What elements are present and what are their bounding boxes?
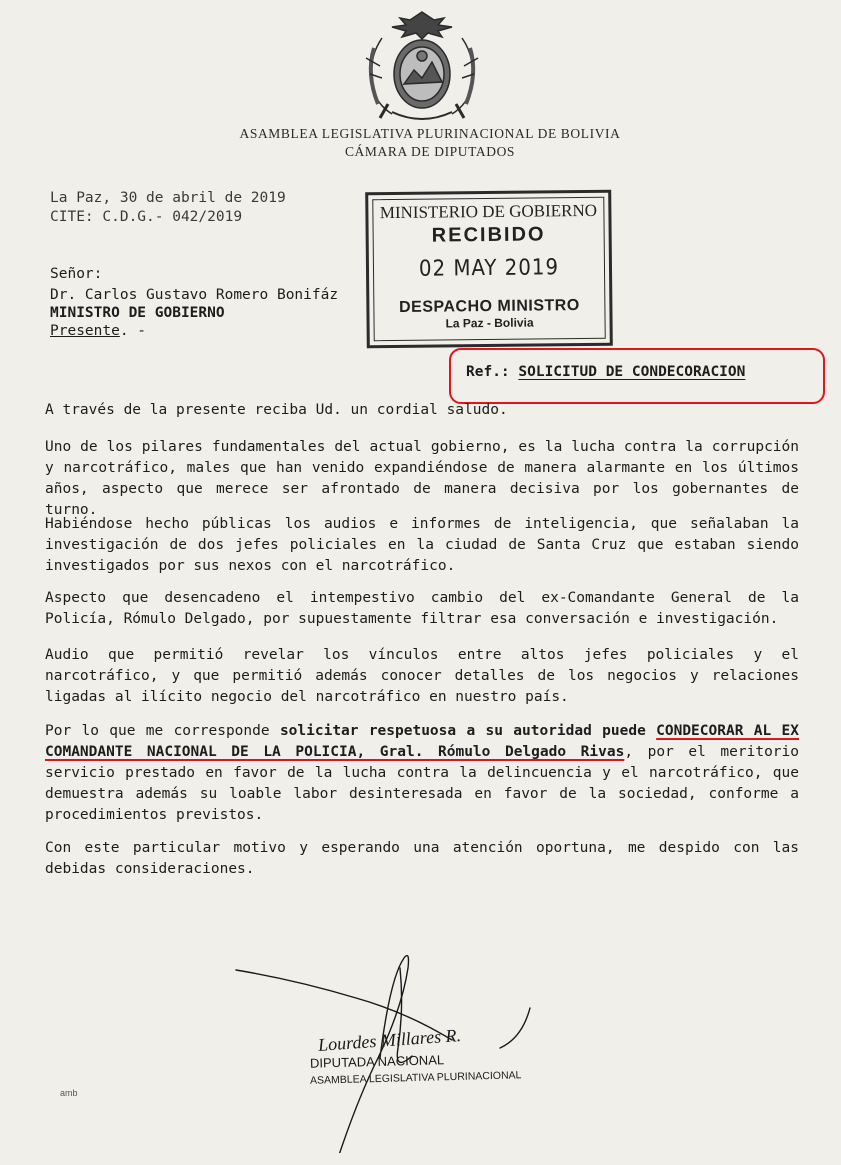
institution-name: ASAMBLEA LEGISLATIVA PLURINACIONAL DE BOLIVIA	[239, 126, 621, 141]
paragraph-commander-change: Aspecto que desencadeno el intempestivo cambio del ex-Comandante General de la Policía, Rómulo Delgado, por supuestamente filtrar esa conversación e investigación.	[45, 590, 799, 627]
typist-initials: amb	[60, 1088, 78, 1098]
chamber-name: CÁMARA DE DIPUTADOS	[344, 144, 516, 159]
stamp-date: 02 MAY 2019	[418, 255, 560, 282]
paragraph-pillars: Uno de los pilares fundamentales del actual gobierno, es la lucha contra la corrupción y narcotráfico, males que han venido expandiéndose de manera alarmante en los últimos años, aspecto que merece ser afrontado de manera decisiva por los gobernantes de turno.	[45, 439, 799, 518]
request-intro: Por lo que me corresponde	[45, 723, 280, 739]
signature-name: Lourdes Millares R.	[317, 1025, 462, 1055]
paragraph-audios: Habiéndose hecho públicas los audios e informes de inteligencia, que señalaban la investigación de dos jefes policiales en la ciudad de Santa Cruz que estaban siendo investigados por sus nexos con el narcotráfico.	[45, 516, 799, 574]
bolivia-coat-of-arms-icon	[352, 8, 492, 126]
paragraph-greeting: A través de la presente reciba Ud. un cordial saludo.	[45, 402, 508, 418]
reference-label: Ref.:	[466, 364, 510, 380]
presente-line	[50, 323, 146, 339]
request-bold: solicitar respetuosa a su autoridad puede	[279, 723, 657, 739]
stamp-received: RECIBIDO	[431, 223, 546, 247]
place-date: La Paz, 30 de abril de 2019	[50, 190, 286, 206]
paragraph-audio-links: Audio que permitió revelar los vínculos entre altos jefes policiales y el narcotráfico, y que permitió además conocer detalles de los negocios y relaciones ligadas al ilícito negocio del narcotráfico en nuestro país.	[45, 647, 799, 705]
signature-role: DIPUTADA NACIONAL	[309, 1052, 445, 1071]
request-rest: , por el meritorio servicio prestado en favor de la lucha contra la delincuencia y el narcotráfico, que demuestra además su loable labor desinteresada en favor de la sociedad, conforme a procedimientos previstos.	[45, 744, 799, 823]
received-stamp	[365, 190, 613, 349]
presente-suffix: . -	[119, 323, 147, 339]
paragraph-request	[45, 721, 799, 826]
reference-subject: SOLICITUD DE CONDECORACION	[518, 364, 746, 380]
stamp-ministry: MINISTERIO DE GOBIERNO	[379, 200, 598, 223]
cite-reference: CITE: C.D.G.- 042/2019	[50, 209, 243, 225]
addressee-name: Dr. Carlos Gustavo Romero Bonifáz	[50, 287, 339, 303]
reference-line	[466, 364, 745, 380]
presente-text: Presente	[50, 323, 120, 339]
stamp-office: DESPACHO MINISTRO	[398, 297, 580, 316]
stamp-city: La Paz - Bolivia	[445, 315, 534, 331]
request-highlight: CONDECORAR AL EX COMANDANTE NACIONAL DE LA POLICIA, Gral. Rómulo Delgado Rivas	[45, 723, 799, 760]
addressee-title: MINISTRO DE GOBIERNO	[50, 305, 225, 321]
paragraph-closing: Con este particular motivo y esperando una atención oportuna, me despido con las debidas consideraciones.	[45, 840, 799, 877]
signature-institution: ASAMBLEA LEGISLATIVA PLURINACIONAL	[309, 1069, 522, 1087]
salutation: Señor:	[50, 266, 103, 282]
